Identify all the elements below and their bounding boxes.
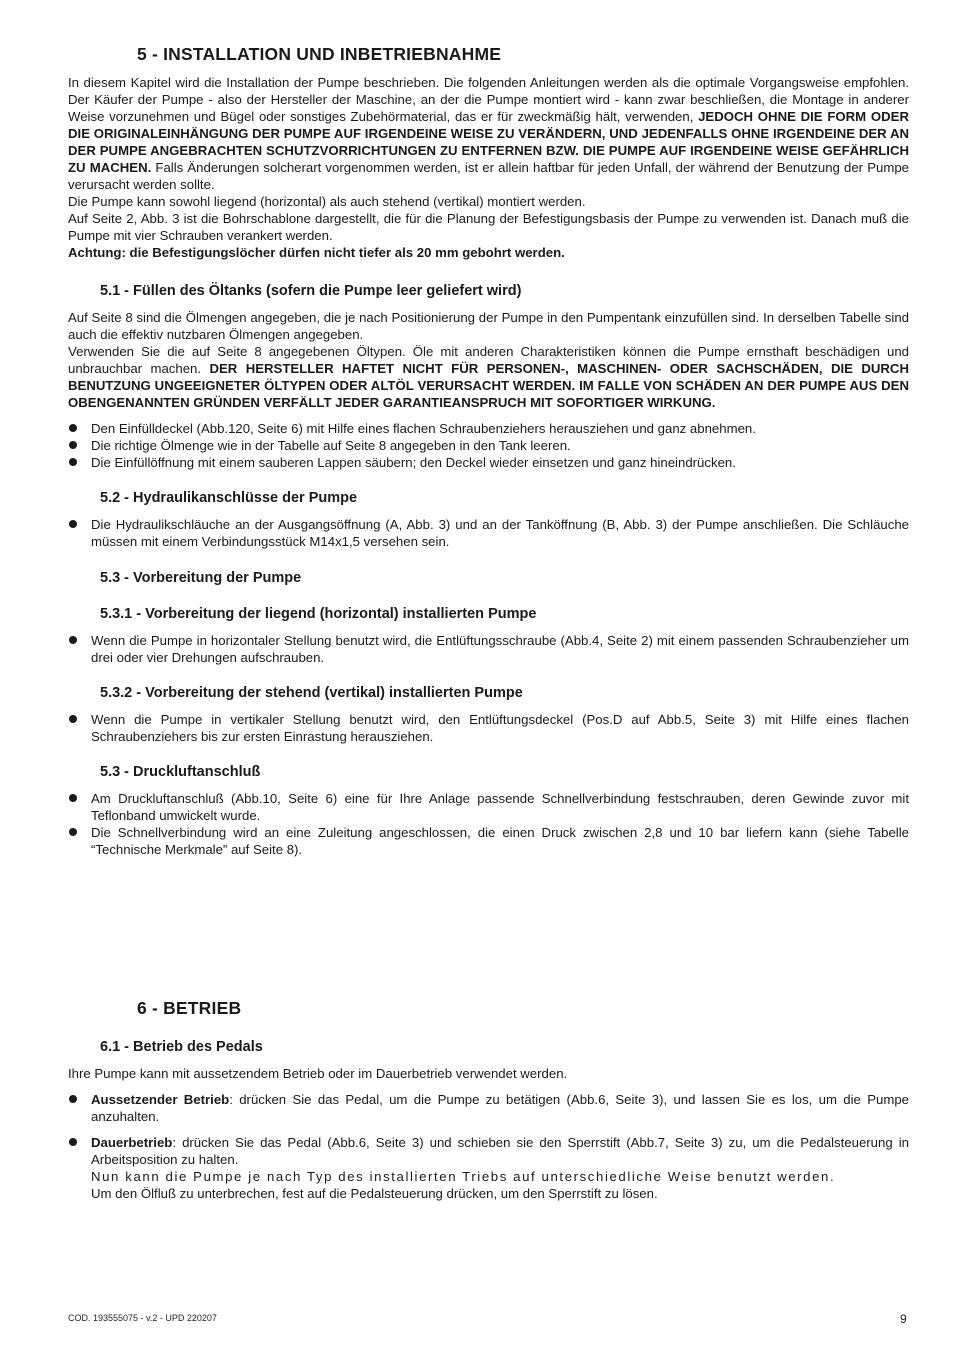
drill-depth-warning: Achtung: die Befestigungslöcher dürfen nicht tiefer als 20 mm gebohrt werden.: [68, 245, 565, 260]
section-5-3-air-title: 5.3 - Druckluftanschluß: [100, 764, 261, 780]
bullet-icon: [69, 424, 77, 432]
list-item: Wenn die Pumpe in vertikaler Stellung benutzt wird, den Entlüftungsdeckel (Pos.D auf Abb.5, Seite 3) mit Hilfe eines flachen Schraubenziehers bis zur ersten Einrastung herausziehen.: [68, 711, 909, 745]
bullet-icon: [69, 1095, 77, 1103]
document-code: COD. 193555075 - v.2 - UPD 220207: [68, 1313, 217, 1323]
section-5-3-title: 5.3 - Vorbereitung der Pumpe: [100, 570, 302, 586]
section-6-1-title: 6.1 - Betrieb des Pedals: [100, 1039, 263, 1055]
bullet-icon: [69, 794, 77, 802]
list-item: Die Einfüllöffnung mit einem sauberen Lappen säubern; den Deckel wieder einsetzen und ganz hineindrücken.: [68, 454, 909, 471]
intro-warning-bold: JEDOCH OHNE DIE FORM ODER DIE ORIGINALEINHÄNGUNG DER PUMPE AUF IRGENDEINE WEISE ZU VERÄNDERN, UND JEDENFALLS OHNE IRGENDEINE DER AN DER PUMPE ANGEBRACHTEN SCHUTZVORRICHTUNGEN ZU ENTFERNEN BZW. DIE PUMPE AUF IRGENDEINE WEISE GEFÄHRLICH ZU MACHEN.: [68, 109, 909, 175]
section-5-2-title: 5.2 - Hydraulikanschlüsse der Pumpe: [100, 490, 358, 506]
bullet-icon: [69, 458, 77, 466]
bullet-icon: [69, 828, 77, 836]
section-5-3-1-title: 5.3.1 - Vorbereitung der liegend (horizontal) installierten Pumpe: [100, 606, 537, 622]
list-item: Wenn die Pumpe in horizontaler Stellung benutzt wird, die Entlüftungsschraube (Abb.4, Seite 2) mit einem passenden Schraubenzieher um drei oder vier Drehungen aufschrauben.: [68, 632, 909, 666]
section-5-2-list: [68, 516, 909, 550]
bullet-icon: [69, 636, 77, 644]
section-5-1-title: 5.1 - Füllen des Öltanks (sofern die Pumpe leer geliefert wird): [100, 283, 522, 299]
intro-liability-text: Falls Änderungen solcherart vorgenommen werden, ist er allein haftbar für jeden Unfall, der während der Benutzung der Pumpe verursacht werden sollte.: [68, 160, 909, 192]
list-item: Die richtige Ölmenge wie in der Tabelle auf Seite 8 angegeben in den Tank leeren.: [68, 437, 909, 454]
section-5-3-2-list: [68, 711, 909, 745]
list-item: Den Einfülldeckel (Abb.120, Seite 6) mit Hilfe eines flachen Schraubenziehers herausziehen und ganz abnehmen.: [68, 420, 909, 437]
bullet-icon: [69, 715, 77, 723]
bullet-icon: [69, 1138, 77, 1146]
section-6-1-list: [68, 1091, 909, 1202]
section-5-title: 5 - INSTALLATION UND INBETRIEBNAHME: [137, 44, 502, 64]
bullet-icon: [69, 520, 77, 528]
drill-template-text: Auf Seite 2, Abb. 3 ist die Bohrschablone dargestellt, die für die Planung der Befestigungsbasis der Pumpe zu verwenden ist. Danach muß die Pumpe mit vier Schrauben verankert werden.: [68, 211, 909, 243]
page-number: 9: [900, 1312, 907, 1326]
bullet-icon: [69, 441, 77, 449]
list-item: Die Hydraulikschläuche an der Ausgangsöffnung (A, Abb. 3) und an der Tanköffnung (B, Abb. 3) der Pumpe anschließen. Die Schläuche müssen mit einem Verbindungsstück M14x1,5 versehen sein.: [68, 516, 909, 550]
drive-type-text: Nun kann die Pumpe je nach Typ des installierten Triebs auf unterschiedliche Weise benutzt werden.: [91, 1169, 836, 1184]
section-5-intro: [68, 74, 909, 261]
release-pin-text: Um den Ölfluß zu unterbrechen, fest auf die Pedalsteuerung drücken, um den Sperrstift zu lösen.: [91, 1186, 658, 1201]
section-5-1-list: [68, 420, 909, 471]
list-item: Dauerbetrieb: drücken Sie das Pedal (Abb.6, Seite 3) und schieben sie den Sperrstift (Abb.7, Seite 3) zu, um die Pedalsteuerung in Arbeitsposition zu halten. Nun kann die Pumpe je nach Typ des installierten Triebs auf unterschiedliche Weise benutzt werden. Um den Ölfluß zu unterbrechen, fest auf die Pedalsteuerung drücken, um den Sperrstift zu lösen.: [68, 1134, 909, 1202]
section-6-1-intro: Ihre Pumpe kann mit aussetzendem Betrieb oder im Dauerbetrieb verwendet werden.: [68, 1066, 568, 1081]
list-item: Die Schnellverbindung wird an eine Zuleitung angeschlossen, die einen Druck zwischen 2,8 und 10 bar liefern kann (siehe Tabelle “Technische Merkmale” auf Seite 8).: [68, 824, 909, 858]
section-5-1-text: [68, 309, 909, 411]
oil-type-text: Verwenden Sie die auf Seite 8 angegebenen Öltypen. Öle mit anderen Charakteristiken können die Pumpe ernsthaft beschädigen und unbrauchbar machen.: [68, 344, 909, 376]
intro-text: In diesem Kapitel wird die Installation der Pumpe beschrieben. Die folgenden Anleitungen werden als die optimale Vorgangsweise empfohlen. Der Käufer der Pumpe - also der Hersteller der Maschine, an der die Pumpe montiert wird - kann zwar beschließen, die Montage in anderer Weise vorzunehmen und Bügel oder sonstiges Zubehörmaterial, das er für zweckmäßig hält, verwenden,: [68, 75, 909, 124]
section-6-title: 6 - BETRIEB: [137, 998, 242, 1018]
oil-liability-bold: DER HERSTELLER HAFTET NICHT FÜR PERSONEN-, MASCHINEN- ODER SACHSCHÄDEN, DIE DURCH BENUTZUNG UNGEEIGNETER ÖLTYPEN ODER ALTÖL VERURSACHT WERDEN. IM FALLE VON SCHÄDEN AN DER PUMPE AUS DEN OBENGENANNTEN GRÜNDEN VERFÄLLT JEDER GARANTIEANSPRUCH MIT SOFORTIGER WIRKUNG.: [68, 361, 909, 410]
list-item: Am Druckluftanschluß (Abb.10, Seite 6) eine für Ihre Anlage passende Schnellverbindung festschrauben, deren Gewinde zuvor mit Teflonband umwickelt wurde.: [68, 790, 909, 824]
section-5-3-air-list: [68, 790, 909, 858]
oil-quantity-text: Auf Seite 8 sind die Ölmengen angegeben, die je nach Positionierung der Pumpe in den Pumpentank einzufüllen sind. In derselben Tabelle sind auch die effektiv nutzbaren Ölmengen angegeben.: [68, 310, 909, 342]
mount-orientation-text: Die Pumpe kann sowohl liegend (horizontal) als auch stehend (vertikal) montiert werden.: [68, 194, 586, 209]
section-5-3-2-title: 5.3.2 - Vorbereitung der stehend (vertikal) installierten Pumpe: [100, 685, 523, 701]
section-5-3-1-list: [68, 632, 909, 666]
list-item: Aussetzender Betrieb: drücken Sie das Pedal, um die Pumpe zu betätigen (Abb.6, Seite 3), und lassen Sie es los, um die Pumpe anzuhalten.: [68, 1091, 909, 1125]
